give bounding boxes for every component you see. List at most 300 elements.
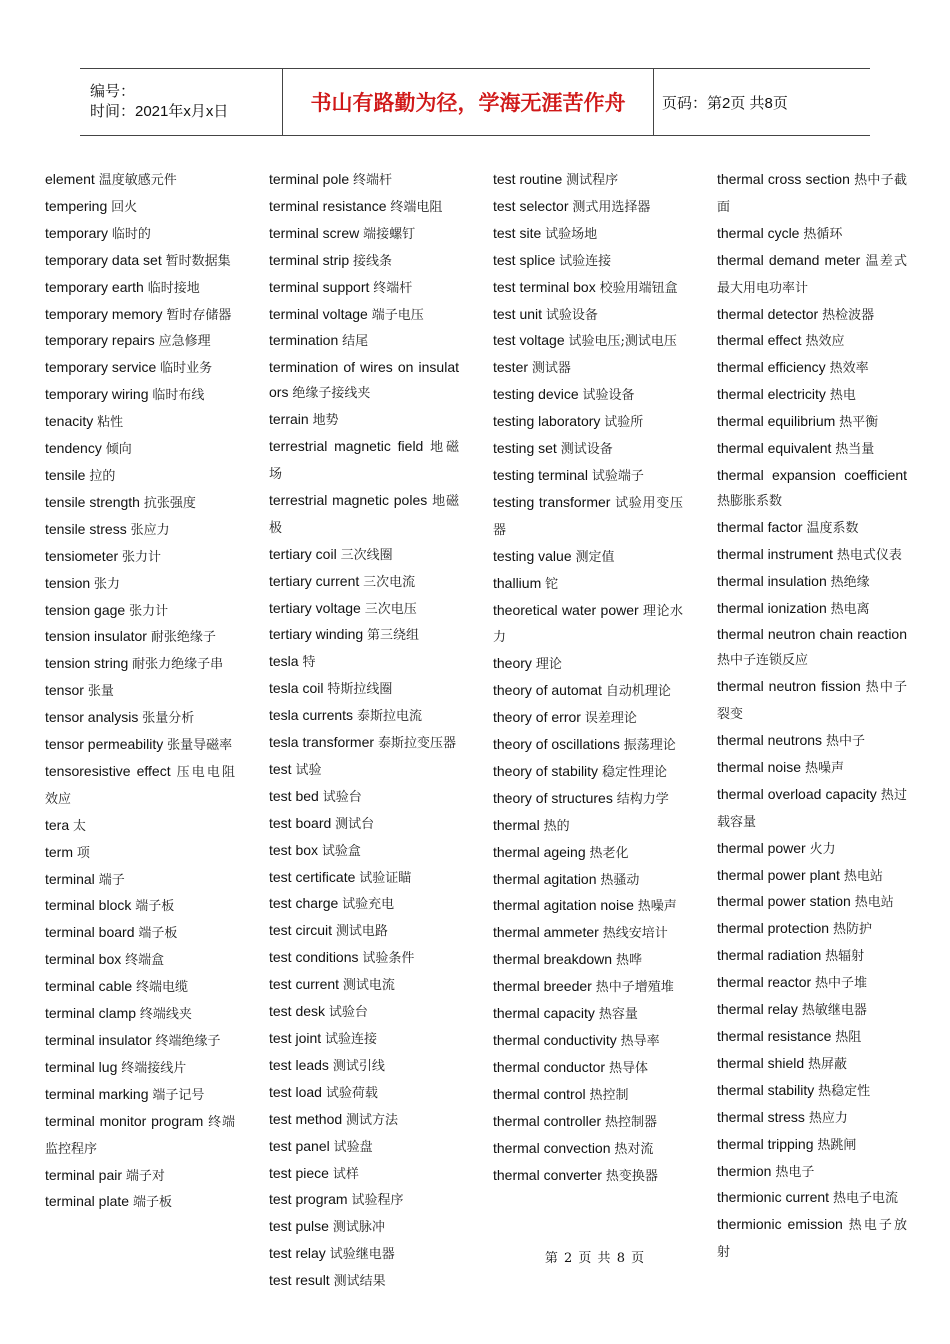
entry-translation: 理论水力: [493, 603, 683, 646]
glossary-entry: [493, 732, 683, 759]
header-page-info: 页码：第2页 共8页: [662, 94, 788, 112]
glossary-entry: [717, 221, 907, 248]
glossary-entry: [269, 488, 459, 542]
header-left-cell: [80, 69, 282, 135]
glossary-entry: [45, 920, 235, 947]
document-date: 时间：2021年x月x日: [90, 103, 229, 120]
entry-term: thermal agitation noise: [493, 897, 634, 914]
header-motto-cell: [282, 69, 654, 135]
entry-term: thermionic current: [717, 1189, 830, 1206]
entry-translation: 热电离: [830, 601, 870, 617]
glossary-entry: [45, 1001, 235, 1028]
entry-translation: 测试器: [531, 361, 571, 377]
entry-translation: 测式用选择器: [572, 199, 651, 215]
entry-term: theory of structures: [493, 789, 613, 806]
entry-term: tester: [493, 359, 529, 376]
page-header: [80, 68, 870, 136]
entry-translation: 热中子截面: [717, 173, 907, 215]
entry-term: tenacity: [45, 413, 94, 430]
entry-translation: 端子对: [125, 1168, 165, 1184]
entry-translation: 温度系数: [806, 520, 859, 536]
glossary-entry: [493, 947, 683, 974]
entry-term: terminal marking: [45, 1085, 149, 1102]
entry-translation: 张应力: [130, 522, 170, 538]
entry-translation: 试验台: [328, 1005, 368, 1021]
entry-term: testing transformer: [493, 493, 611, 510]
entry-term: thermal radiation: [717, 947, 822, 964]
glossary-column-4: [717, 167, 907, 1261]
entry-translation: 回火: [111, 199, 138, 215]
glossary-entry: [269, 542, 459, 569]
glossary-entry: [269, 1161, 459, 1188]
entry-term: thermal equivalent: [717, 440, 832, 457]
glossary-entry: [269, 811, 459, 838]
glossary-entry: [717, 328, 907, 355]
glossary-entry: [493, 1163, 683, 1190]
glossary-entry: [717, 863, 907, 890]
entry-translation: 泰斯拉变压器: [377, 736, 456, 752]
entry-term: test box: [269, 841, 319, 858]
entry-translation: 试验条件: [362, 951, 415, 967]
glossary-entry: [717, 889, 907, 916]
entry-term: test terminal box: [493, 278, 596, 295]
entry-translation: 热变换器: [605, 1168, 658, 1184]
entry-translation: 试验盒: [321, 843, 361, 859]
entry-translation: 热中子连锁反应: [717, 653, 809, 669]
glossary-entry: [269, 918, 459, 945]
entry-translation: 热噪声: [804, 760, 844, 776]
entry-translation: 热屏蔽: [808, 1056, 848, 1072]
glossary-entry: [493, 759, 683, 786]
entry-translation: 热中子堆: [815, 976, 868, 992]
glossary-entry: [717, 463, 907, 515]
glossary-entry: [717, 515, 907, 542]
entry-translation: 泰斯拉电流: [356, 709, 422, 725]
entry-term: thermal power: [717, 839, 806, 856]
entry-translation: 校验用端钮盒: [599, 280, 678, 296]
entry-term: terminal pole: [269, 171, 350, 187]
entry-term: theory: [493, 655, 532, 672]
entry-term: temporary earth: [45, 278, 144, 295]
entry-translation: 压电电阻效应: [45, 764, 235, 807]
entry-translation: 终端线夹: [139, 1007, 192, 1023]
entry-term: test leads: [269, 1056, 329, 1073]
entry-term: tera: [45, 816, 70, 833]
entry-term: thermionic emission: [717, 1216, 843, 1233]
entry-term: test unit: [493, 305, 543, 322]
entry-term: thermal stress: [717, 1108, 805, 1125]
glossary-entry: [269, 1080, 459, 1107]
entry-term: test board: [269, 814, 332, 831]
entry-translation: 特斯拉线圈: [327, 682, 393, 698]
entry-term: terminal plate: [45, 1193, 130, 1210]
entry-term: tensile stress: [45, 520, 127, 537]
entry-translation: 端子板: [132, 1195, 172, 1211]
page-footer: 第 2 页 共 8 页: [544, 1251, 646, 1266]
entry-term: temporary repairs: [45, 332, 155, 349]
entry-translation: 粘性: [97, 415, 124, 431]
glossary-entry: [269, 355, 459, 407]
glossary-entry: [269, 891, 459, 918]
glossary-entry: [269, 1268, 459, 1295]
glossary-entry: [717, 836, 907, 863]
entry-term: tension string: [45, 655, 129, 672]
entry-translation: 试验端子: [591, 468, 644, 484]
entry-term: test circuit: [269, 922, 333, 939]
entry-translation: 端子电压: [371, 307, 424, 323]
entry-translation: 终端盒: [125, 953, 165, 969]
entry-term: thermal reactor: [717, 974, 812, 991]
entry-translation: 临时布线: [152, 388, 205, 404]
glossary-column-3: [493, 167, 683, 1240]
entry-translation: 试验设备: [582, 388, 635, 404]
entry-term: terminal voltage: [269, 305, 368, 322]
entry-translation: 临时的: [111, 226, 151, 242]
entry-translation: 端子板: [138, 926, 178, 942]
glossary-entry: [493, 1136, 683, 1163]
glossary-entry: [45, 544, 235, 571]
entry-term: thermal neutrons: [717, 732, 823, 749]
glossary-entry: [493, 463, 683, 490]
header-page-cell: [654, 69, 870, 135]
entry-term: tempering: [45, 197, 108, 214]
entry-term: thermal noise: [717, 758, 802, 775]
entry-translation: 终端杆: [353, 173, 393, 188]
glossary-entry: [493, 786, 683, 813]
glossary-entry: [493, 221, 683, 248]
entry-term: thermal expansion coefficient: [717, 466, 907, 483]
entry-term: thermal power plant: [717, 866, 840, 883]
entry-term: thermal cycle: [717, 224, 800, 241]
glossary-entry: [717, 997, 907, 1024]
entry-term: test site: [493, 224, 542, 241]
entry-translation: 张力计: [122, 549, 162, 565]
entry-term: thermal electricity: [717, 386, 826, 403]
entry-term: terminal box: [45, 951, 122, 968]
entry-term: test charge: [269, 895, 339, 912]
glossary-entry: [493, 813, 683, 840]
entry-translation: 热导率: [620, 1034, 660, 1049]
glossary-entry: [717, 436, 907, 463]
entry-term: test conditions: [269, 949, 359, 966]
entry-term: thermal insulation: [717, 572, 827, 589]
entry-term: thermal breeder: [493, 978, 592, 995]
entry-translation: 张量分析: [142, 711, 195, 727]
glossary-entry: [45, 1028, 235, 1055]
entry-translation: 测试方法: [346, 1112, 399, 1128]
entry-term: terminal board: [45, 924, 135, 941]
entry-translation: 热平衡: [839, 415, 879, 431]
entry-translation: 三次电压: [364, 601, 417, 617]
glossary-entry: [45, 517, 235, 544]
entry-term: test splice: [493, 251, 556, 268]
entry-term: terminal support: [269, 278, 370, 295]
glossary-entry: [493, 167, 683, 194]
glossary-entry: [45, 436, 235, 463]
glossary-entry: [717, 167, 907, 221]
entry-translation: 地磁极: [269, 493, 459, 536]
entry-translation: 试验用变压器: [493, 495, 683, 538]
entry-translation: 试验场地: [545, 226, 598, 242]
glossary-entry: [717, 1159, 907, 1186]
entry-term: thermal ammeter: [493, 924, 599, 941]
entry-translation: 热敏继电器: [801, 1003, 867, 1019]
entry-term: terminal resistance: [269, 197, 387, 214]
entry-translation: 理论: [535, 657, 562, 673]
glossary-entry: [45, 678, 235, 705]
entry-term: theory of stability: [493, 762, 599, 779]
entry-term: testing terminal: [493, 466, 588, 483]
entry-term: testing set: [493, 440, 557, 457]
glossary-entry: [493, 705, 683, 732]
glossary-entry: [493, 490, 683, 544]
glossary-entry: [45, 974, 235, 1001]
glossary-entry: [717, 755, 907, 782]
entry-translation: 热效率: [829, 361, 869, 377]
glossary-entry: [717, 1132, 907, 1159]
glossary-entry: [269, 757, 459, 784]
glossary-column-1: [45, 167, 235, 1240]
glossary-entry: [717, 1105, 907, 1132]
glossary-entry: [45, 194, 235, 221]
entry-term: tension: [45, 574, 91, 591]
entry-translation: 热电子放射: [717, 1218, 907, 1261]
entry-term: test method: [269, 1110, 343, 1127]
glossary-entry: [493, 544, 683, 571]
glossary-entry: [269, 275, 459, 302]
glossary-entry: [45, 463, 235, 490]
glossary-entry: [717, 1078, 907, 1105]
glossary-entry: [269, 221, 459, 248]
glossary-entry: [717, 248, 907, 302]
entry-translation: 试验盘: [333, 1139, 373, 1155]
glossary-entry: [493, 302, 683, 329]
entry-term: temporary: [45, 224, 109, 241]
entry-translation: 热中子裂变: [717, 680, 907, 723]
glossary-entry: [493, 1028, 683, 1055]
entry-translation: 测试脉冲: [332, 1220, 385, 1236]
entry-translation: 测试程序: [566, 173, 619, 188]
glossary-entry: [45, 947, 235, 974]
entry-translation: 温度敏感元件: [98, 173, 177, 188]
entry-translation: 绝缘子接线夹: [292, 386, 371, 402]
glossary-entry: [269, 1053, 459, 1080]
entry-term: tension gage: [45, 601, 126, 618]
entry-term: tensor permeability: [45, 736, 164, 753]
entry-term: test certificate: [269, 868, 356, 885]
glossary-entry: [493, 248, 683, 275]
entry-term: temporary service: [45, 359, 157, 376]
entry-translation: 项: [76, 845, 90, 861]
glossary-entry: [269, 167, 459, 194]
entry-translation: 测试引线: [332, 1058, 385, 1074]
glossary-entry: [45, 302, 235, 329]
entry-translation: 热老化: [589, 845, 629, 861]
entry-term: thermal convection: [493, 1139, 611, 1156]
entry-term: thermal effect: [717, 332, 802, 349]
entry-term: thermal conductivity: [493, 1032, 617, 1048]
entry-translation: 抗张强度: [143, 495, 196, 511]
glossary-entry: [493, 867, 683, 894]
entry-term: test piece: [269, 1164, 329, 1181]
glossary-entry: [717, 596, 907, 623]
entry-translation: 张力计: [129, 603, 169, 619]
glossary-entry: [45, 1109, 235, 1163]
entry-term: thermal ageing: [493, 843, 586, 860]
entry-translation: 张力: [94, 576, 121, 592]
entry-term: test bed: [269, 787, 319, 804]
entry-term: theory of automat: [493, 682, 602, 699]
entry-term: terminal strip: [269, 251, 350, 268]
entry-term: temporary memory: [45, 305, 163, 322]
entry-term: test voltage: [493, 332, 565, 349]
glossary-entry: [493, 840, 683, 867]
glossary-entry: [45, 598, 235, 625]
glossary-entry: [269, 838, 459, 865]
glossary-entry: [717, 569, 907, 596]
glossary-entry: [45, 248, 235, 275]
glossary-entry: [717, 1185, 907, 1212]
entry-term: test: [269, 760, 292, 777]
entry-term: terminal lug: [45, 1058, 118, 1075]
glossary-entry: [493, 436, 683, 463]
entry-translation: 暂时存储器: [166, 307, 232, 323]
entry-translation: 终端接线片: [121, 1060, 187, 1076]
entry-translation: 热绝缘: [830, 574, 870, 590]
entry-term: terminal insulator: [45, 1032, 152, 1048]
entry-term: terminal: [45, 870, 95, 887]
entry-translation: 热稳定性: [818, 1083, 871, 1099]
glossary-entry: [493, 651, 683, 678]
entry-term: thermal conductor: [493, 1058, 606, 1075]
glossary-entry: [493, 194, 683, 221]
entry-term: thermal efficiency: [717, 359, 826, 376]
entry-term: element: [45, 171, 95, 187]
entry-term: terminal pair: [45, 1166, 123, 1183]
glossary-entry: [717, 409, 907, 436]
entry-term: terminal clamp: [45, 1005, 137, 1022]
glossary-entry: [45, 893, 235, 920]
entry-term: tensiometer: [45, 547, 119, 564]
entry-term: thermal: [493, 816, 540, 833]
entry-translation: 试验连接: [559, 253, 612, 269]
entry-translation: 试验所: [604, 415, 644, 431]
glossary-entry: [717, 782, 907, 836]
entry-translation: 热辐射: [825, 949, 865, 965]
glossary-entry: [45, 221, 235, 248]
glossary-entry: [717, 1051, 907, 1078]
entry-translation: 临时业务: [160, 361, 213, 377]
entry-translation: 热阻: [835, 1030, 862, 1045]
entry-translation: 第三绕组: [367, 628, 420, 644]
entry-term: tensile: [45, 466, 86, 483]
glossary-entry: [717, 916, 907, 943]
glossary-entry: [269, 784, 459, 811]
entry-translation: 热控制: [589, 1087, 629, 1103]
glossary-entry: [717, 355, 907, 382]
glossary-entry: [45, 867, 235, 894]
glossary-entry: [493, 1055, 683, 1082]
glossary-entry: [269, 703, 459, 730]
document-number-label: 编号：: [90, 83, 136, 100]
entry-translation: 稳定性理论: [601, 764, 667, 780]
entry-term: thermal instrument: [717, 545, 833, 562]
glossary-entry: [269, 1187, 459, 1214]
entry-term: tertiary current: [269, 572, 360, 589]
entry-translation: 张量导磁率: [167, 738, 233, 754]
entry-translation: 临时接地: [147, 280, 200, 296]
glossary-entry: [269, 1107, 459, 1134]
glossary-entry: [269, 302, 459, 329]
entry-translation: 地磁场: [269, 440, 459, 482]
entry-translation: 热应力: [808, 1110, 848, 1126]
entry-term: test current: [269, 976, 340, 993]
entry-term: tensor: [45, 682, 84, 699]
entry-translation: 热循环: [803, 226, 843, 242]
glossary-entry: [269, 1214, 459, 1241]
glossary-entry: [45, 382, 235, 409]
entry-translation: 热中子: [825, 734, 865, 750]
entry-term: theoretical water power: [493, 601, 639, 618]
entry-translation: 火力: [809, 841, 836, 857]
entry-translation: 倾向: [105, 442, 132, 458]
entry-term: thermal stability: [717, 1081, 815, 1098]
entry-translation: 暂时数据集: [165, 253, 231, 269]
entry-translation: 张量: [87, 684, 114, 700]
glossary-entry: [493, 328, 683, 355]
entry-translation: 终端电阻: [390, 199, 443, 215]
entry-term: theory of oscillations: [493, 736, 620, 753]
glossary-entry: [45, 705, 235, 732]
glossary-entry: [45, 167, 235, 194]
glossary-entry: [269, 1026, 459, 1053]
glossary-entry: [493, 355, 683, 382]
entry-term: thermal resistance: [717, 1028, 832, 1044]
entry-translation: 热跳闸: [817, 1137, 857, 1153]
entry-translation: 测试电流: [342, 978, 395, 994]
glossary-entry: [493, 1109, 683, 1136]
glossary-entry: [717, 970, 907, 997]
entry-translation: 试验连接: [325, 1032, 378, 1047]
glossary-entry: [493, 275, 683, 302]
glossary-entry: [269, 194, 459, 221]
entry-term: tesla coil: [269, 680, 324, 697]
entry-term: tesla transformer: [269, 734, 375, 751]
glossary-entry: [45, 624, 235, 651]
entry-translation: 热噪声: [637, 899, 677, 915]
entry-translation: 端子记号: [152, 1087, 205, 1103]
entry-translation: 终端监控程序: [45, 1114, 236, 1157]
glossary-entry: [269, 972, 459, 999]
entry-term: tension insulator: [45, 628, 147, 645]
glossary-entry: [493, 382, 683, 409]
entry-translation: 端子板: [135, 899, 175, 915]
entry-term: tertiary coil: [269, 545, 337, 562]
entry-term: thermal relay: [717, 1001, 798, 1018]
glossary-entry: [493, 571, 683, 598]
glossary-entry: [717, 542, 907, 569]
entry-translation: 应急修理: [158, 334, 211, 350]
entry-translation: 结构力学: [616, 791, 669, 807]
entry-translation: 热过载容量: [717, 787, 907, 830]
entry-term: test selector: [493, 197, 569, 214]
entry-translation: 终端绝缘子: [155, 1034, 221, 1049]
entry-term: tendency: [45, 440, 102, 457]
glossary-entry: [269, 328, 459, 355]
glossary-entry: [269, 569, 459, 596]
glossary-entry: [493, 1082, 683, 1109]
glossary-entry: [45, 651, 235, 678]
